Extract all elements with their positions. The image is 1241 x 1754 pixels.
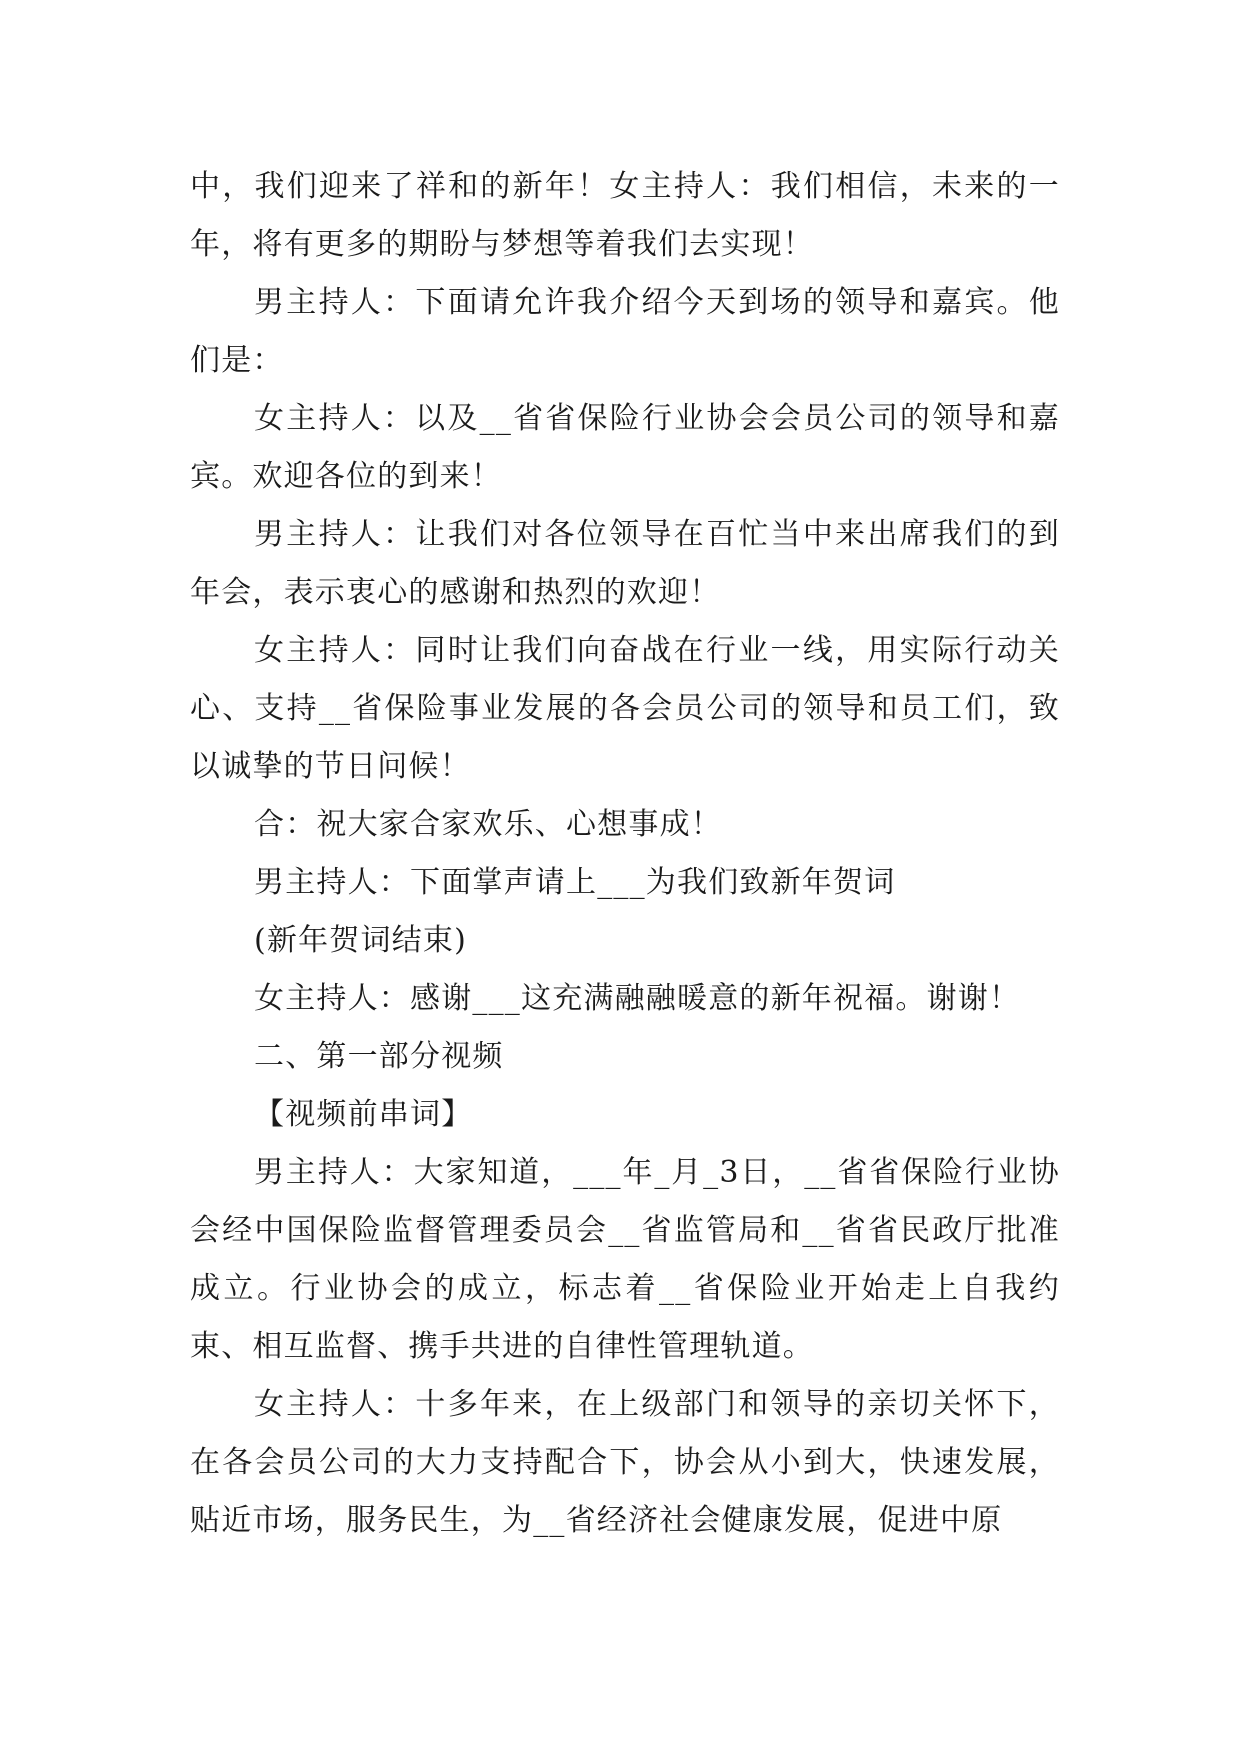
paragraph-9: 女主持人：感谢___这充满融融暖意的新年祝福。谢谢！	[254, 981, 1021, 1016]
paragraph-1: 中，我们迎来了祥和的新年！女主持人：我们相信，未来的一年，将有更多的期盼与梦想等着我们去实现！	[190, 169, 1060, 262]
paragraph-7: 男主持人：下面掌声请上___为我们致新年贺词	[254, 865, 896, 900]
paragraph-6: 合：祝大家合家欢乐、心想事成！	[254, 807, 722, 842]
paragraph-2: 男主持人：下面请允许我介绍今天到场的领导和嘉宾。他们是：	[190, 285, 1060, 378]
subsection-heading: 【视频前串词】	[254, 1097, 473, 1132]
paragraph-5: 女主持人：同时让我们向奋战在行业一线，用实际行动关心、支持__省保险事业发展的各会员公司的领导和员工们，致以诚挚的节日问候！	[190, 633, 1060, 784]
document-page	[190, 158, 1060, 1550]
paragraph-4: 男主持人：让我们对各位领导在百忙当中来出席我们的到年会，表示衷心的感谢和热烈的欢迎！	[190, 517, 1060, 610]
paragraph-13: 女主持人：十多年来，在上级部门和领导的亲切关怀下，在各会员公司的大力支持配合下，协会从小到大，快速发展，贴近市场，服务民生，为__省经济社会健康发展，促进中原	[190, 1387, 1060, 1538]
section-heading: 二、第一部分视频	[254, 1039, 504, 1074]
paragraph-3: 女主持人：以及__省省保险行业协会会员公司的领导和嘉宾。欢迎各位的到来！	[190, 401, 1060, 494]
paragraph-8: (新年贺词结束)	[254, 923, 468, 958]
paragraph-12: 男主持人：大家知道，___年_月_3日，__省省保险行业协会经中国保险监督管理委员会__省监管局和__省省民政厅批准成立。行业协会的成立，标志着__省保险业开始走上自我约束、相互监督、携手共进的自律性管理轨道。	[190, 1155, 1060, 1364]
